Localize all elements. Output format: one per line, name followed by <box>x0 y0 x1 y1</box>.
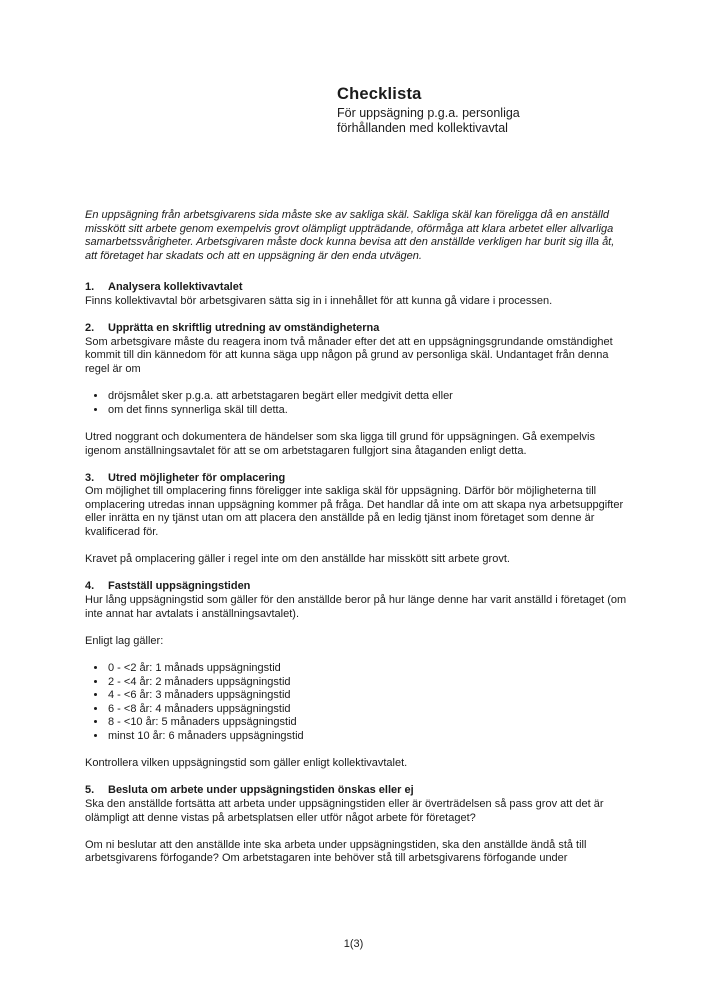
section-heading <box>85 784 627 798</box>
bullet-item: • 4 - <6 år: 3 månaders uppsägningstid <box>107 689 627 703</box>
section-heading <box>85 472 627 486</box>
document-title: Checklista <box>337 85 422 103</box>
paragraph: Enligt lag gäller: <box>85 634 164 647</box>
section-title: Besluta om arbete under uppsägningstiden önskas eller ej <box>108 784 414 797</box>
document-body <box>85 209 627 880</box>
paragraph: Om möjlighet till omplacering finns föreligger inte sakliga skäl för uppsägning. Därför bör möjligheterna till omplacering utredas innan uppsägning kommer på fråga. Det handlar då inte om att skapa nya arbetsuppgifter eller inrätta en ny tjänst utan om att placera den anställde på en ledig tjänst inom företaget som denne är kvalificerad för. <box>85 485 624 539</box>
document-subtitle <box>337 106 627 136</box>
section-3 <box>85 472 627 567</box>
section-5 <box>85 784 627 866</box>
paragraph: Om ni beslutar att den anställde inte ska arbeta under uppsägningstiden, ska den anställde ändå stå till arbetsgivarens förfogande? Om arbetstagaren inte behöver stå till arbetsgivarens förfogande under <box>85 838 587 865</box>
bullet-item: • 0 - <2 år: 1 månads uppsägningstid <box>107 662 627 676</box>
section-heading <box>85 281 627 295</box>
document-header <box>337 85 627 136</box>
section-number: 1. <box>85 281 95 294</box>
section-title: Analysera kollektivavtalet <box>108 281 243 294</box>
paragraph: Kravet på omplacering gäller i regel inte om den anställde har misskött sitt arbete grovt. <box>85 553 510 566</box>
section-title: Utred möjligheter för omplacering <box>108 471 286 484</box>
section-number: 5. <box>85 784 95 797</box>
bullet-item: • 2 - <4 år: 2 månaders uppsägningstid <box>107 676 627 690</box>
section-1 <box>85 281 627 308</box>
paragraph: Utred noggrant och dokumentera de händelser som ska ligga till grund för uppsägningen. Gå exempelvis igenom anställningsavtalet för att se om arbetstagaren fullgjort sina åtaganden enligt detta. <box>85 430 595 457</box>
page-number: 1(3) <box>343 938 364 950</box>
page-footer <box>0 938 707 952</box>
bullet-item: • om det finns synnerliga skäl till detta. <box>107 404 627 418</box>
bullet-item: • dröjsmålet sker p.g.a. att arbetstagaren begärt eller medgivit detta eller <box>107 390 627 404</box>
section-2 <box>85 322 627 458</box>
section-title: Fastställ uppsägningstiden <box>108 580 251 593</box>
paragraph: Finns kollektivavtal bör arbetsgivaren sätta sig in i innehållet för att kunna gå vidare i processen. <box>85 294 553 307</box>
section-title: Upprätta en skriftlig utredning av omständigheterna <box>108 322 380 335</box>
section-number: 4. <box>85 580 95 593</box>
paragraph: Ska den anställde fortsätta att arbeta under uppsägningstiden eller är överträdelsen så pass grov att det är olämpligt att denne vistas på arbetsplatsen eller utför något arbete för företaget? <box>85 797 604 824</box>
section-heading <box>85 322 627 336</box>
section-number: 2. <box>85 322 95 335</box>
bullet-item: • minst 10 år: 6 månaders uppsägningstid <box>107 730 627 744</box>
document-subtitle-line-1: För uppsägning p.g.a. personliga <box>337 106 520 120</box>
section-heading <box>85 580 627 594</box>
paragraph: Hur lång uppsägningstid som gäller för den anställde beror på hur länge denne har varit anställd i företaget (om inte annat har avtalats i anställningsavtalet). <box>85 594 627 620</box>
bullet-list <box>85 390 627 417</box>
document-subtitle-line-2: förhållanden med kollektivavtal <box>337 121 508 135</box>
intro-paragraph: En uppsägning från arbetsgivarens sida måste ske av sakliga skäl. Sakliga skäl kan föreligga då en anställd misskött sitt arbete genom exempelvis grovt olämpligt uppträdande, oförmåga att klara arbetet eller allvarliga samarbetssvårigheter. Arbetsgivaren måste dock kunna bevisa att den anställde verkligen har burit sig illa åt, att företaget har skadats och att en uppsägning är den enda utvägen. <box>85 209 615 262</box>
section-4 <box>85 580 627 770</box>
section-number: 3. <box>85 471 95 484</box>
sections <box>85 281 627 866</box>
paragraph: Kontrollera vilken uppsägningstid som gäller enligt kollektivavtalet. <box>85 757 408 770</box>
bullet-item: • 8 - <10 år: 5 månaders uppsägningstid <box>107 716 627 730</box>
bullet-list <box>85 662 627 744</box>
paragraph: Som arbetsgivare måste du reagera inom två månader efter det att en uppsägningsgrundande omständighet kommit till din kännedom för att kunna säga upp någon på grund av personliga skäl. Undantaget från denna regel är om <box>85 335 613 375</box>
bullet-item: • 6 - <8 år: 4 månaders uppsägningstid <box>107 703 627 717</box>
